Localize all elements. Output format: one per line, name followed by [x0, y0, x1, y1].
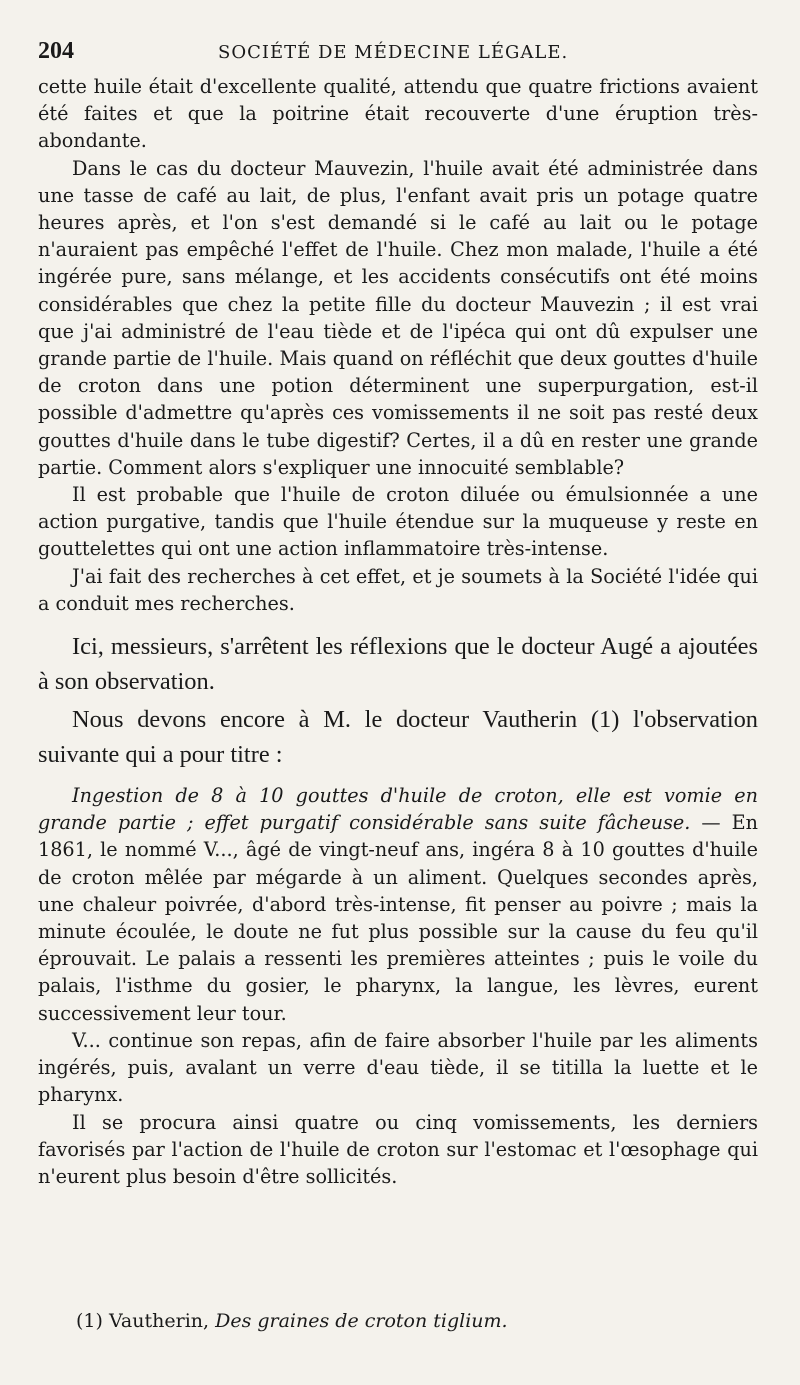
footnote-marker: (1) Vautherin, — [76, 1310, 216, 1332]
page-number: 204 — [38, 38, 74, 64]
paragraph-8: V... continue son repas, afin de faire absorber l'huile par les aliments ingérés, puis, avalant un verre d'eau tiède, il se titilla la luette et le pharynx. — [38, 1028, 758, 1107]
footnote — [76, 1308, 760, 1334]
page-header — [38, 38, 758, 65]
case-observation — [38, 782, 758, 1027]
running-head: SOCIÉTÉ DE MÉDECINE LÉGALE. — [218, 42, 569, 63]
paragraph-5: Ici, messieurs, s'arrêtent les réflexions que le docteur Augé a ajoutées à son observation. — [38, 633, 758, 696]
case-body: — En 1861, le nommé V..., âgé de vingt-neuf ans, ingéra 8 à 10 gouttes d'huile de croton mêlée par mégarde à un aliment. Quelques secondes après, une chaleur poivrée, d'abord très-intense, fit penser au poivre ; mais la minute écoulée, le doute ne fut plus possible sur la cause du feu qu'il éprouvait. Le palais a ressenti les premières atteintes ; puis le voile du palais, l'isthme du gosier, le pharynx, la langue, les lèvres, eurent successivement leur tour. — [38, 811, 758, 1025]
paragraph-4: J'ai fait des recherches à cet effet, et je soumets à la Société l'idée qui a conduit mes recherches. — [38, 564, 758, 615]
paragraph-2: Dans le cas du docteur Mauvezin, l'huile avait été administrée dans une tasse de café au lait, de plus, l'enfant avait pris un potage quatre heures après, et l'on s'est demandé si le café au lait ou le potage n'auraient pas empêché l'effet de l'huile. Chez mon malade, l'huile a été ingérée pure, sans mélange, et les accidents consécutifs ont été moins considérables que chez la petite fille du docteur Mauvezin ; il est vrai que j'ai administré de l'eau tiède et de l'ipéca qui ont dû expulser une grande partie de l'huile. Mais quand on réfléchit que deux gouttes d'huile de croton dans une potion déterminent une superpurgation, est-il possible d'admettre qu'après ces vomissements il ne soit pas resté deux gouttes d'huile dans le tube digestif? Certes, il a dû en rester une grande partie. Comment alors s'expliquer une innocuité semblable? — [38, 156, 758, 479]
paragraph-9: Il se procura ainsi quatre ou cinq vomissements, les derniers favorisés par l'action de l'huile de croton sur l'estomac et l'œsophage qui n'eurent plus besoin d'être sollicités. — [38, 1110, 758, 1188]
footnote-title: Des graines de croton tiglium. — [215, 1310, 508, 1332]
paragraph-6: Nous devons encore à M. le docteur Vautherin (1) l'observation suivante qui a pour titre : — [38, 706, 758, 769]
case-title: Ingestion de 8 à 10 gouttes d'huile de croton, elle est vomie en grande partie ; effet purgatif considérable sans suite fâcheuse. — [38, 784, 758, 835]
paragraph-3: Il est probable que l'huile de croton diluée ou émulsionnée a une action purgative, tandis que l'huile étendue sur la muqueuse y reste en gouttelettes qui ont une action inflammatoire très-intense. — [38, 483, 758, 561]
paragraph-1: cette huile était d'excellente qualité, attendu que quatre frictions avaient été faites et que la poitrine était recouverte d'une éruption très-abondante. — [38, 75, 758, 153]
